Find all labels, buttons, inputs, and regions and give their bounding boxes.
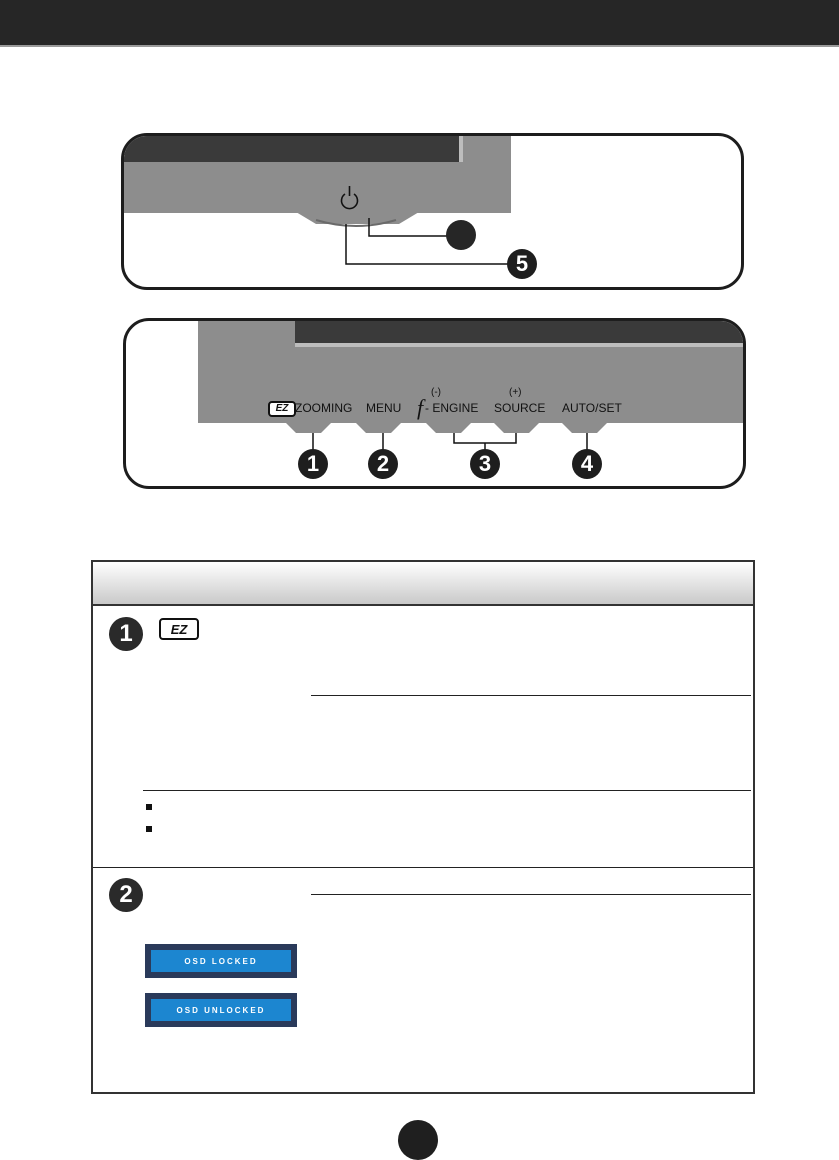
front-buttons-diagram bbox=[123, 318, 746, 489]
callout-1: 1 bbox=[298, 449, 328, 479]
control-description-table bbox=[91, 560, 755, 1094]
row-separator bbox=[93, 867, 753, 868]
page-number-badge bbox=[398, 1120, 438, 1160]
divider bbox=[143, 790, 751, 791]
source-label: SOURCE bbox=[494, 401, 546, 415]
table-header bbox=[93, 562, 753, 606]
divider bbox=[311, 894, 751, 895]
menu-label: MENU bbox=[366, 401, 402, 415]
minus-label: (-) bbox=[431, 387, 441, 398]
osd-locked-screen bbox=[145, 944, 297, 978]
header-bar bbox=[0, 0, 839, 45]
plus-label: (+) bbox=[509, 387, 522, 398]
row-1-number: 1 bbox=[109, 617, 143, 651]
callout-4: 4 bbox=[572, 449, 602, 479]
bullet bbox=[146, 804, 152, 810]
osd-unlocked-screen bbox=[145, 993, 297, 1027]
osd-locked-text: OSD LOCKED bbox=[151, 950, 291, 972]
osd-unlocked-text: OSD UNLOCKED bbox=[151, 999, 291, 1021]
engine-label: - ENGINE bbox=[425, 401, 479, 415]
ez-icon: EZ bbox=[268, 401, 296, 417]
power-button-lines bbox=[124, 136, 741, 287]
power-indicator-callout bbox=[446, 220, 476, 250]
row-2-number: 2 bbox=[109, 878, 143, 912]
f-icon: f bbox=[417, 395, 424, 420]
callout-3: 3 bbox=[470, 449, 500, 479]
callout-2: 2 bbox=[368, 449, 398, 479]
ez-icon: EZ bbox=[159, 618, 199, 640]
callout-5: 5 bbox=[507, 249, 537, 279]
header-divider bbox=[0, 45, 839, 47]
divider bbox=[311, 695, 751, 696]
power-button-diagram bbox=[121, 133, 744, 290]
power-icon bbox=[342, 186, 358, 209]
zooming-label: ZOOMING bbox=[295, 401, 353, 415]
bullet bbox=[146, 826, 152, 832]
autoset-label: AUTO/SET bbox=[562, 401, 622, 415]
